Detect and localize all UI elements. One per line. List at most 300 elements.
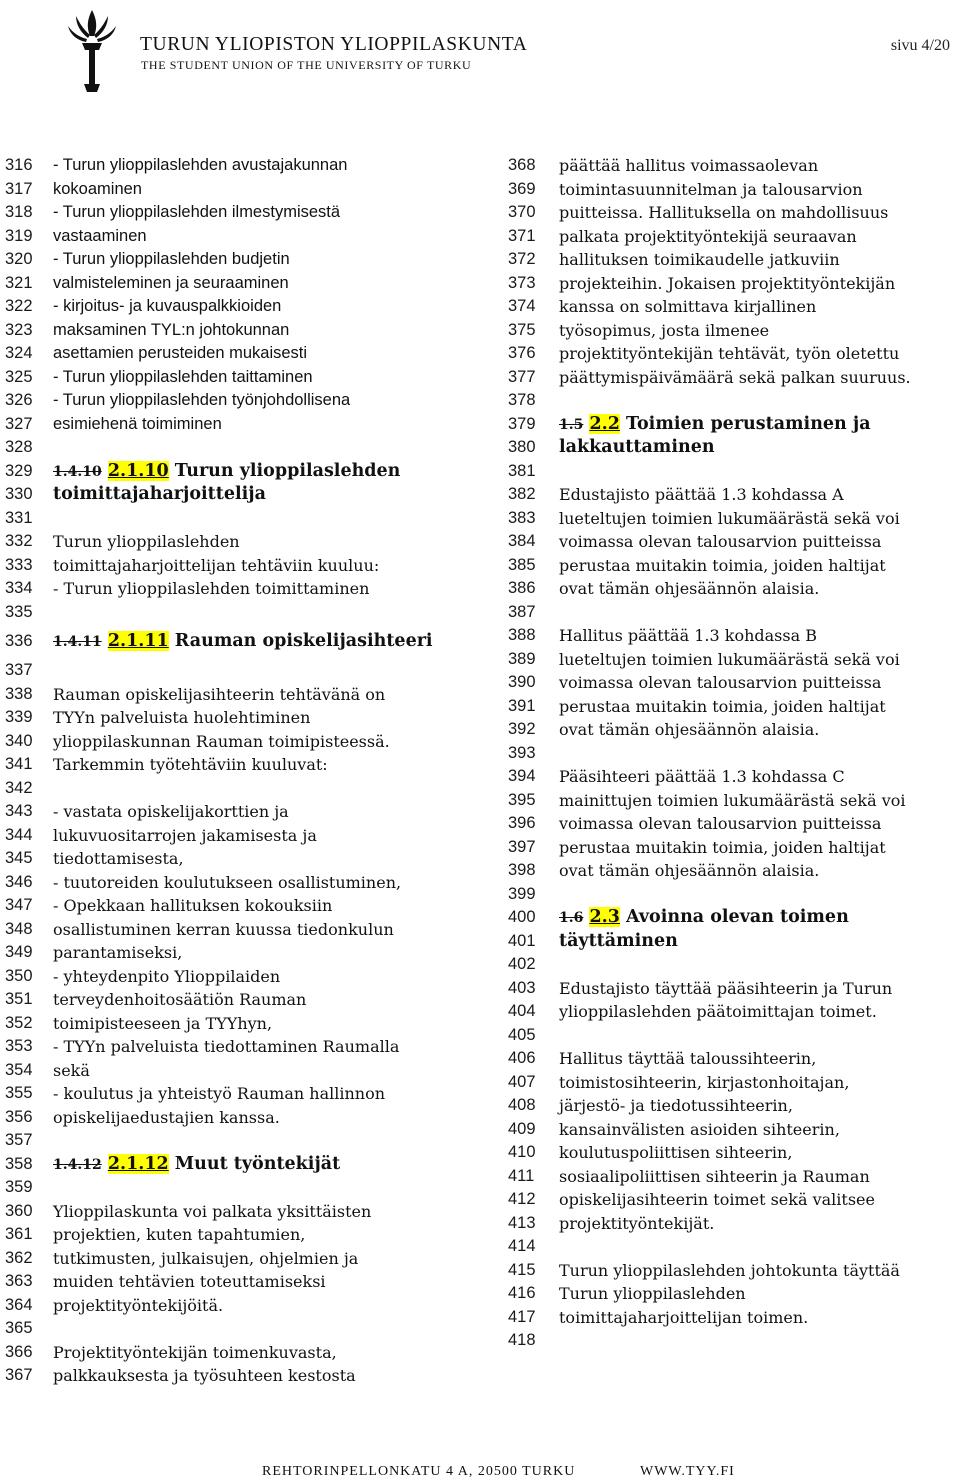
numbered-line	[0, 248, 470, 272]
line-content: järjestö- ja tiedotussihteerin,	[559, 1096, 793, 1115]
line-number: 382	[508, 485, 536, 503]
line-number: 357	[5, 1131, 33, 1149]
torch-logo-icon	[62, 6, 122, 96]
line-content: valmisteleminen ja seuraaminen	[53, 273, 289, 292]
line-number: 407	[508, 1072, 536, 1091]
numbered-line	[503, 1094, 960, 1118]
line-number: 372	[508, 250, 536, 268]
numbered-line	[0, 295, 470, 319]
footer-address: REHTORINPELLONKATU 4 A, 20500 TURKU	[262, 1464, 576, 1479]
line-number: 327	[5, 414, 33, 433]
line-number: 340	[5, 731, 33, 750]
line-content: projekteihin. Jokaisen projektityöntekijän	[559, 273, 896, 293]
line-text	[53, 824, 317, 848]
line-content: voimassa olevan talousarvion puitteissa	[559, 532, 882, 551]
numbered-line	[503, 1024, 960, 1048]
line-text	[53, 530, 240, 554]
line-text	[53, 1200, 371, 1224]
line-text	[559, 1165, 870, 1189]
numbered-line	[503, 1141, 960, 1165]
numbered-line	[503, 1329, 960, 1353]
numbered-line	[503, 1000, 960, 1024]
numbered-line	[0, 1341, 470, 1365]
line-number: 411	[508, 1166, 535, 1185]
numbered-line	[503, 295, 960, 319]
line-number: 323	[5, 320, 33, 339]
numbered-line	[0, 154, 470, 178]
line-number: 344	[5, 825, 33, 844]
line-text	[559, 836, 886, 860]
numbered-line	[503, 1235, 960, 1259]
line-content: lukuvuositarrojen jakamisesta ja	[53, 825, 317, 845]
line-number: 397	[508, 837, 536, 856]
line-text	[53, 554, 379, 578]
numbered-line	[503, 812, 960, 836]
numbered-line	[0, 706, 470, 730]
numbered-line	[0, 1317, 470, 1341]
line-number: 354	[5, 1060, 33, 1079]
line-content: toimittajaharjoittelija	[53, 484, 266, 504]
left-text-column	[0, 154, 470, 1388]
numbered-line	[503, 225, 960, 249]
line-content: perustaa muitakin toimia, joiden haltijat	[559, 837, 886, 857]
line-text	[559, 507, 900, 531]
line-number: 322	[5, 297, 33, 315]
numbered-line	[0, 777, 470, 801]
line-text	[53, 1294, 223, 1318]
numbered-line	[0, 1247, 470, 1271]
line-number: 365	[5, 1319, 33, 1337]
line-number: 324	[5, 344, 33, 362]
line-text	[559, 624, 817, 648]
line-text	[559, 366, 911, 390]
line-number: 368	[508, 156, 536, 174]
line-text	[53, 295, 281, 319]
line-text	[53, 577, 369, 601]
line-number: 374	[508, 297, 536, 315]
line-text	[559, 859, 819, 883]
line-number: 334	[5, 579, 33, 597]
line-text	[559, 154, 818, 178]
line-number: 405	[508, 1025, 536, 1044]
line-text	[559, 718, 819, 742]
line-number: 380	[508, 438, 536, 456]
line-text	[559, 1306, 808, 1330]
page-header	[0, 0, 960, 100]
numbered-line	[503, 953, 960, 977]
line-number: 379	[508, 414, 536, 433]
numbered-line	[503, 1165, 960, 1189]
line-text	[53, 366, 313, 390]
right-text-column	[503, 154, 960, 1353]
line-number: 343	[5, 802, 33, 820]
line-content: palkkauksesta ja työsuhteen kestosta	[53, 1366, 356, 1385]
line-text	[53, 178, 142, 202]
line-content: lakkauttaminen	[559, 437, 715, 457]
line-content: - kirjoitus- ja kuvauspalkkioiden	[53, 297, 282, 315]
line-content: opiskelijasihteerin toimet sekä valitsee	[559, 1190, 875, 1209]
line-text	[559, 789, 905, 813]
line-number: 376	[508, 344, 536, 362]
line-number: 370	[508, 203, 536, 221]
line-content: perustaa muitakin toimia, joiden haltijat	[559, 696, 886, 716]
line-text	[559, 530, 881, 554]
numbered-line	[503, 1071, 960, 1095]
line-content: Muut työntekijät	[168, 1153, 341, 1174]
line-text	[53, 389, 350, 413]
line-number: 412	[508, 1190, 536, 1208]
line-text	[53, 918, 394, 942]
numbered-line	[0, 1270, 470, 1294]
line-content: - Opekkaan hallituksen kokouksiin	[53, 896, 333, 915]
line-number: 393	[508, 743, 536, 762]
line-number: 339	[5, 708, 33, 726]
numbered-line	[503, 577, 960, 601]
page-number: sivu 4/20	[890, 37, 950, 54]
numbered-line	[0, 272, 470, 296]
line-content: projektien, kuten tapahtumien,	[53, 1225, 306, 1244]
line-text	[559, 225, 857, 249]
line-text	[559, 648, 900, 672]
line-text	[559, 1188, 875, 1212]
line-number: 330	[5, 485, 33, 503]
line-content: asettamien perusteiden mukaisesti	[53, 344, 308, 362]
numbered-line	[503, 1118, 960, 1142]
line-text	[53, 1223, 305, 1247]
line-number: 345	[5, 849, 33, 867]
line-number: 356	[5, 1107, 33, 1126]
line-text	[53, 225, 147, 249]
line-text	[559, 554, 886, 578]
numbered-line	[0, 1129, 470, 1153]
line-text	[559, 1212, 714, 1236]
line-number: 360	[5, 1201, 33, 1220]
line-content: tiedottamisesta,	[53, 849, 184, 868]
numbered-line	[0, 1153, 470, 1177]
line-number: 346	[5, 872, 33, 891]
line-text	[53, 201, 340, 225]
line-number: 417	[508, 1307, 536, 1326]
inserted-section-number: 2.1.10	[107, 460, 169, 481]
line-text	[559, 577, 819, 601]
line-content: projektityöntekijöitä.	[53, 1295, 224, 1315]
line-text	[559, 248, 840, 272]
numbered-line	[503, 930, 960, 954]
line-number: 328	[5, 438, 33, 456]
line-content: Edustajisto täyttää pääsihteerin ja Turun	[559, 978, 893, 998]
line-number: 335	[5, 602, 33, 621]
deleted-section-number: 1.4.10	[53, 463, 102, 480]
line-content: puitteissa. Hallituksella on mahdollisuus	[559, 203, 889, 222]
numbered-line	[0, 730, 470, 754]
numbered-line	[0, 1364, 470, 1388]
numbered-line	[503, 436, 960, 460]
line-content: Projektityöntekijän toimenkuvasta,	[53, 1342, 337, 1362]
line-text	[53, 1341, 337, 1365]
line-content: lueteltujen toimien lukumäärästä sekä voi	[559, 508, 900, 528]
line-content: toimintasuunnitelman ja talousarvion	[559, 179, 863, 199]
numbered-line	[503, 483, 960, 507]
numbered-line	[503, 389, 960, 413]
line-content: - Turun ylioppilaslehden avustajakunnan	[53, 156, 348, 174]
line-content: Rauman opiskelijasihteeri	[168, 631, 433, 651]
numbered-line	[0, 601, 470, 625]
line-number: 415	[508, 1260, 536, 1279]
numbered-line	[503, 1188, 960, 1212]
line-number: 413	[508, 1213, 536, 1232]
line-number: 366	[5, 1342, 33, 1361]
line-content: päättää hallitus voimassaolevan	[559, 156, 819, 175]
numbered-line	[0, 918, 470, 942]
line-number: 364	[5, 1295, 33, 1314]
line-number: 373	[508, 273, 536, 292]
numbered-line	[503, 366, 960, 390]
line-content: ovat tämän ohjesäännön alaisia.	[559, 861, 820, 880]
numbered-line	[0, 941, 470, 965]
line-number: 402	[508, 955, 536, 973]
inserted-section-number: 2.1.11	[107, 631, 169, 651]
line-text	[559, 671, 881, 695]
line-content: kokoaminen	[53, 179, 142, 198]
numbered-line	[0, 624, 470, 659]
numbered-line	[503, 695, 960, 719]
line-number: 355	[5, 1084, 33, 1102]
line-text	[559, 178, 863, 202]
line-content: osallistuminen kerran kuussa tiedonkulun	[53, 919, 394, 939]
line-number: 400	[508, 908, 536, 926]
numbered-line	[503, 601, 960, 625]
line-number: 363	[5, 1272, 33, 1290]
line-content: esimiehenä toimiminen	[53, 414, 222, 433]
line-content: Avoinna olevan toimen	[619, 907, 849, 927]
line-number: 358	[5, 1154, 33, 1173]
line-number: 351	[5, 990, 33, 1008]
numbered-line	[0, 507, 470, 531]
numbered-line	[503, 1282, 960, 1306]
line-number: 348	[5, 919, 33, 938]
line-number: 375	[508, 320, 536, 339]
deleted-section-number: 1.4.11	[53, 634, 102, 650]
numbered-line	[0, 1176, 470, 1200]
numbered-line	[503, 1047, 960, 1071]
line-text	[559, 1282, 746, 1306]
line-number: 352	[5, 1013, 33, 1032]
line-number: 396	[508, 814, 536, 832]
numbered-line	[503, 977, 960, 1001]
line-text	[53, 847, 184, 871]
line-text	[559, 977, 892, 1001]
numbered-line	[0, 800, 470, 824]
numbered-line	[503, 1259, 960, 1283]
section-heading	[53, 1153, 340, 1178]
line-text	[53, 1059, 90, 1083]
line-number: 349	[5, 943, 33, 961]
line-content: Tarkemmin työtehtäviin kuuluvat:	[53, 755, 328, 774]
line-number: 394	[508, 767, 536, 785]
numbered-line	[0, 1200, 470, 1224]
line-text	[53, 342, 307, 366]
line-number: 369	[508, 179, 536, 198]
line-content: Toimien perustaminen ja	[619, 413, 871, 434]
line-text	[53, 941, 182, 965]
line-number: 408	[508, 1096, 536, 1114]
line-content: Edustajisto päättää 1.3 kohdassa A	[559, 485, 844, 504]
inserted-section-number: 2.2	[589, 413, 620, 434]
numbered-line	[0, 1082, 470, 1106]
line-content: lueteltujen toimien lukumäärästä sekä voi	[559, 649, 900, 669]
line-content: Pääsihteeri päättää 1.3 kohdassa C	[559, 767, 845, 786]
line-content: parantamiseksi,	[53, 943, 183, 962]
numbered-line	[0, 1012, 470, 1036]
line-number: 361	[5, 1225, 33, 1243]
line-number: 381	[508, 461, 536, 480]
numbered-line	[503, 671, 960, 695]
line-text	[53, 1364, 356, 1388]
line-content: maksaminen TYL:n johtokunnan	[53, 320, 290, 339]
line-number: 399	[508, 884, 536, 903]
line-content: - yhteydenpito Ylioppilaiden	[53, 966, 281, 986]
numbered-line	[0, 1059, 470, 1083]
line-content: ovat tämän ohjesäännön alaisia.	[559, 720, 820, 739]
deleted-section-number: 1.5	[559, 416, 584, 433]
line-content: toimittajaharjoittelijan tehtäviin kuuluu:	[53, 555, 380, 575]
numbered-line	[0, 201, 470, 225]
section-heading	[53, 460, 400, 485]
line-number: 390	[508, 673, 536, 691]
line-content: Hallitus täyttää taloussihteerin,	[559, 1049, 817, 1068]
page-footer	[0, 1450, 960, 1483]
line-number: 387	[508, 602, 536, 621]
numbered-line	[503, 178, 960, 202]
line-number: 418	[508, 1331, 536, 1349]
line-number: 403	[508, 978, 536, 997]
line-text	[53, 1106, 280, 1130]
line-content: muiden tehtävien toteuttamiseksi	[53, 1272, 326, 1291]
numbered-line	[0, 871, 470, 895]
footer-website: WWW.TYY.FI	[640, 1464, 735, 1479]
line-number: 384	[508, 532, 536, 550]
numbered-line	[0, 389, 470, 413]
numbered-line	[0, 530, 470, 554]
line-text	[53, 683, 385, 707]
line-content: ovat tämän ohjesäännön alaisia.	[559, 579, 820, 598]
numbered-line	[503, 201, 960, 225]
line-content: palkata projektityöntekijä seuraavan	[559, 226, 857, 246]
inserted-section-number: 2.1.12	[107, 1153, 169, 1174]
line-text	[53, 154, 347, 178]
line-text	[559, 1094, 793, 1118]
line-content: projektityöntekijän tehtävät, työn oletettu	[559, 344, 900, 363]
line-content: ylioppilaslehden päätoimittajan toimet.	[559, 1002, 877, 1021]
line-number: 416	[508, 1284, 536, 1302]
line-content: opiskelijaedustajien kanssa.	[53, 1107, 280, 1127]
line-text	[559, 695, 886, 719]
numbered-line	[0, 554, 470, 578]
numbered-line	[503, 413, 960, 437]
numbered-line	[503, 1212, 960, 1236]
line-content: kanssa on solmittava kirjallinen	[559, 297, 817, 316]
line-number: 325	[5, 367, 33, 386]
line-content: hallituksen toimikaudelle jatkuviin	[559, 250, 840, 269]
numbered-line	[503, 248, 960, 272]
numbered-line	[0, 366, 470, 390]
line-number: 318	[5, 203, 33, 221]
line-number: 383	[508, 508, 536, 527]
numbered-line	[0, 1294, 470, 1318]
line-number: 331	[5, 508, 33, 527]
line-text	[559, 1118, 840, 1142]
line-text	[559, 201, 888, 225]
line-text	[559, 1259, 900, 1283]
line-text	[559, 295, 816, 319]
line-content: projektityöntekijät.	[559, 1213, 715, 1233]
numbered-line	[503, 460, 960, 484]
line-content: Turun ylioppilaslehden	[53, 532, 240, 551]
line-number: 371	[508, 226, 536, 245]
line-text	[559, 1141, 792, 1165]
line-number: 367	[5, 1366, 33, 1384]
numbered-line	[0, 342, 470, 366]
line-number: 406	[508, 1049, 536, 1067]
line-text	[53, 319, 289, 343]
section-heading	[53, 624, 433, 660]
line-number: 321	[5, 273, 33, 292]
line-number: 392	[508, 720, 536, 738]
line-number: 377	[508, 367, 536, 386]
line-text	[53, 1082, 385, 1106]
line-content: Turun ylioppilaslehden	[559, 1284, 746, 1303]
line-content: - Turun ylioppilaslehden ilmestymisestä	[53, 203, 341, 221]
line-number: 388	[508, 626, 536, 644]
org-name-english: THE STUDENT UNION OF THE UNIVERSITY OF TURKU	[141, 58, 472, 72]
line-number: 320	[5, 250, 33, 268]
line-text	[559, 765, 845, 789]
numbered-line	[0, 319, 470, 343]
line-number: 401	[508, 931, 536, 950]
line-content: mainittujen toimien lukumäärästä sekä voi	[559, 790, 906, 810]
section-heading	[559, 436, 715, 460]
numbered-line	[503, 836, 960, 860]
line-content: toimittajaharjoittelijan toimen.	[559, 1307, 809, 1327]
line-content: terveydenhoitosäätiön Rauman	[53, 990, 307, 1009]
line-content: työsopimus, josta ilmenee	[559, 320, 770, 340]
numbered-line	[503, 859, 960, 883]
section-heading	[559, 906, 849, 931]
numbered-line	[503, 554, 960, 578]
numbered-line	[0, 1035, 470, 1059]
line-content: vastaaminen	[53, 226, 147, 245]
line-number: 316	[5, 156, 33, 174]
line-text	[53, 965, 280, 989]
numbered-line	[503, 718, 960, 742]
deleted-section-number: 1.4.12	[53, 1156, 102, 1173]
line-content: sosiaalipoliittisen sihteerin ja Rauman	[559, 1166, 870, 1186]
numbered-line	[503, 1306, 960, 1330]
numbered-line	[0, 894, 470, 918]
numbered-line	[0, 577, 470, 601]
line-text	[559, 342, 899, 366]
line-number: 385	[508, 555, 536, 574]
line-content: - Turun ylioppilaslehden työnjohdollisena	[53, 391, 351, 409]
line-number: 404	[508, 1002, 536, 1020]
inserted-section-number: 2.3	[589, 907, 620, 927]
numbered-line	[0, 683, 470, 707]
line-text	[559, 319, 769, 343]
line-number: 398	[508, 861, 536, 879]
line-number: 347	[5, 896, 33, 914]
line-text	[559, 272, 895, 296]
numbered-line	[0, 483, 470, 507]
